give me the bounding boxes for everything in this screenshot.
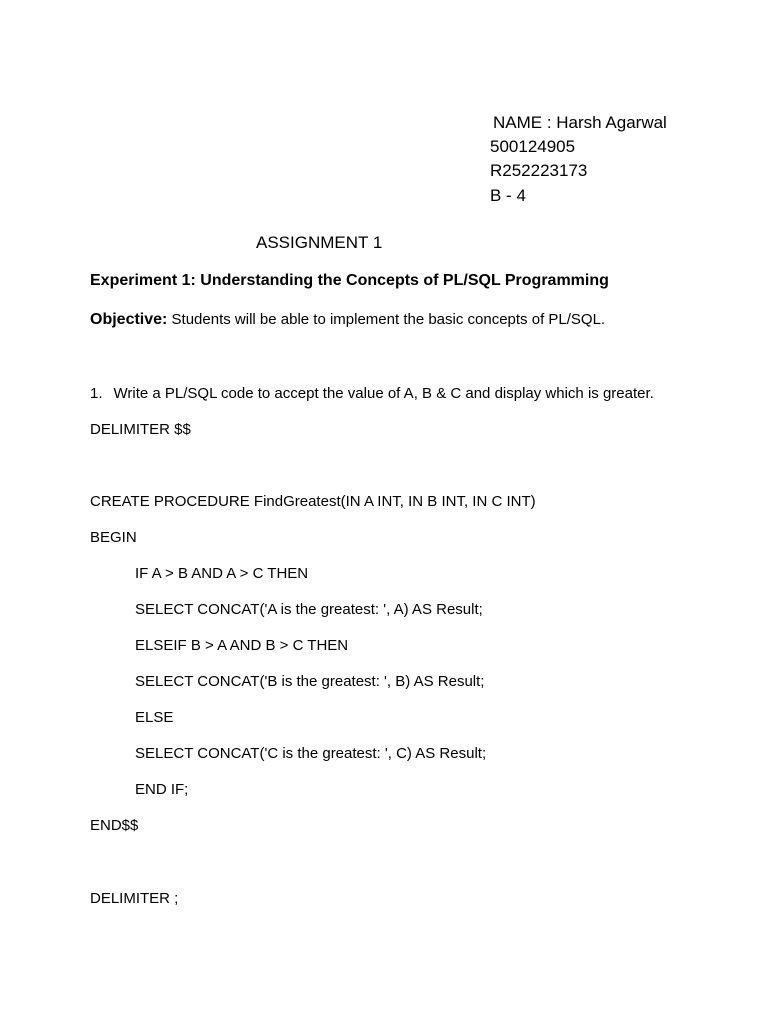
code-line: CREATE PROCEDURE FindGreatest(IN A INT, IN B INT, IN C INT): [90, 493, 536, 510]
student-sap-id: 500124905: [490, 137, 576, 156]
objective-text: Students will be able to implement the basic concepts of PL/SQL.: [167, 311, 606, 328]
code-line: SELECT CONCAT('A is the greatest: ', A) AS Result;: [135, 601, 483, 618]
student-name: NAME : Harsh Agarwal: [493, 113, 667, 132]
student-roll-number: R252223173: [490, 161, 588, 180]
code-line: END$$: [90, 817, 139, 834]
question-number: 1.: [90, 385, 103, 402]
code-line: DELIMITER $$: [90, 421, 191, 438]
question-line: [90, 386, 654, 401]
code-line: SELECT CONCAT('C is the greatest: ', C) AS Result;: [135, 745, 487, 762]
student-batch: B - 4: [490, 186, 526, 205]
objective-label: Objective:: [90, 311, 168, 328]
code-line: DELIMITER ;: [90, 890, 179, 907]
code-line: BEGIN: [90, 529, 137, 546]
question-text: Write a PL/SQL code to accept the value of A, B & C and display which is greater.: [113, 385, 654, 402]
code-line: ELSE: [135, 709, 174, 726]
code-line: IF A > B AND A > C THEN: [135, 565, 309, 582]
experiment-title: Experiment 1: Understanding the Concepts of PL/SQL Programming: [90, 272, 609, 289]
code-line: ELSEIF B > A AND B > C THEN: [135, 637, 349, 654]
assignment-title: ASSIGNMENT 1: [256, 233, 383, 252]
code-line: END IF;: [135, 781, 189, 798]
code-line: SELECT CONCAT('B is the greatest: ', B) AS Result;: [135, 673, 485, 690]
objective-line: [90, 312, 605, 328]
